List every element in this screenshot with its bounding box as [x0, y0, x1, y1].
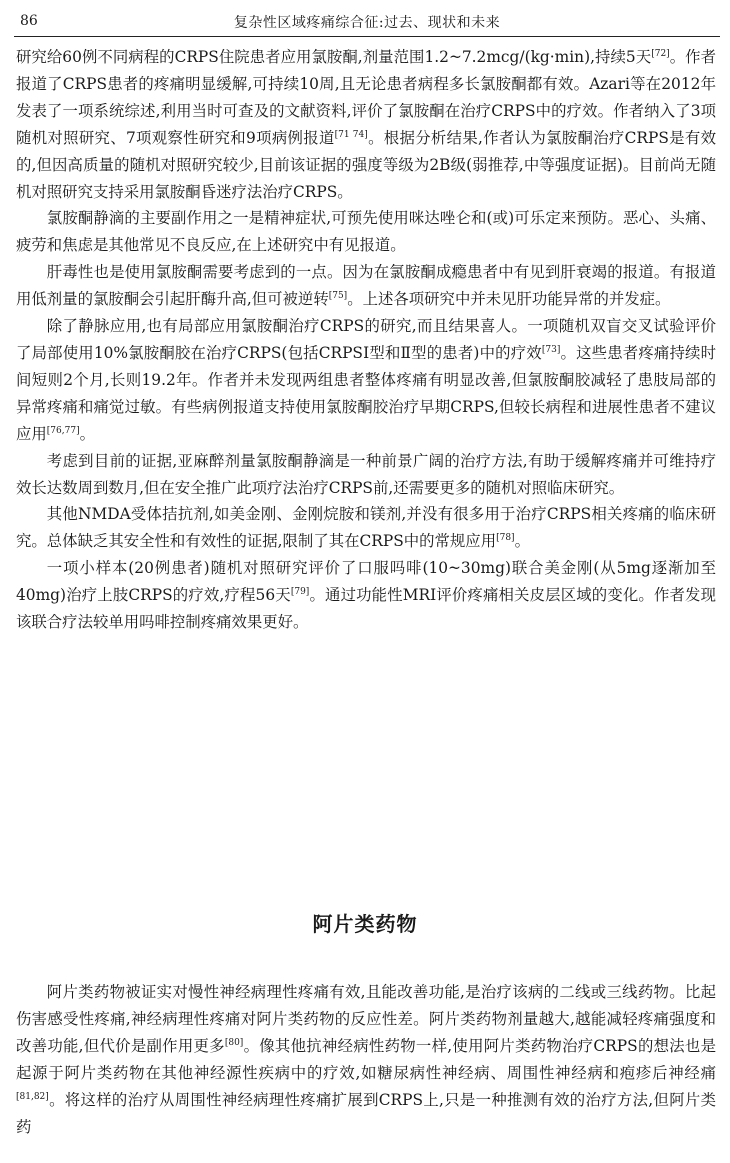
paragraph	[16, 448, 716, 502]
paragraph	[16, 313, 716, 448]
citation: [76,77]	[46, 425, 80, 436]
text-run: 其他NMDA受体拮抗剂,如美金刚、金刚烷胺和镁剂,并没有很多用于治疗CRPS相关疼痛的临床研究。总体缺乏其安全性和有效性的证据,限制了其在CRPS中的常规应用	[16, 505, 716, 551]
page-header	[14, 6, 720, 37]
citation: [72]	[651, 49, 670, 59]
main-text	[16, 44, 716, 636]
section-text	[16, 979, 716, 1140]
citation: [78]	[496, 533, 515, 544]
text-run: 。根据分析结果,作者认为氯胺酮治疗CRPS是有效的,但因高质量的随机对照研究较少,目前该证据的强度等级为2B级(弱推荐,中等强度证据)。目前尚无随机对照研究支持采用氯胺酮昏迷疗法治疗CRPS。	[16, 128, 716, 201]
text-run: 肝毒性也是使用氯胺酮需要考虑到的一点。因为在氯胺酮成瘾患者中有见到肝衰竭的报道。有报道用低剂量的氯胺酮会引起肝酶升高,但可被逆转	[16, 263, 716, 309]
citation: [71 74]	[334, 129, 368, 140]
citation: [80]	[224, 1037, 244, 1048]
paragraph	[16, 501, 716, 555]
text-run: 氯胺酮静滴的主要副作用之一是精神症状,可预先使用咪达唑仑和(或)可乐定来预防。恶心、头痛、疲劳和焦虑是其他常见不良反应,在上述研究中有见报道。	[16, 209, 716, 255]
text-run: 阿片类药物被证实对慢性神经病理性疼痛有效,且能改善功能,是治疗该病的二线或三线药物。比起伤害感受性疼痛,神经病理性疼痛对阿片类药物的反应性差。阿片类药物剂量越大,越能减轻疼痛强度和改善功能,但代价是副作用更多	[16, 983, 716, 1055]
text-run: 。	[514, 532, 530, 551]
text-run: 一项小样本(20例患者)随机对照研究评价了口服吗啡(10~30mg)联合美金刚(从5mg逐渐加至40mg)治疗上肢CRPS的疗效,疗程56天	[16, 559, 716, 605]
text-run: 。像其他抗神经病性药物一样,使用阿片类药物治疗CRPS的想法也是起源于阿片类药物在其他神经源性疾病中的疗效,如糖尿病性神经病、周围性神经病和疱疹后神经痛	[16, 1036, 716, 1082]
paragraph	[16, 205, 716, 259]
text-run: 除了静脉应用,也有局部应用氯胺酮治疗CRPS的研究,而且结果喜人。一项随机双盲交叉试验评价了局部使用10%氯胺酮胶在治疗CRPS(包括CRPSⅠ型和Ⅱ型的患者)中的疗效	[16, 317, 716, 362]
section-heading: 阿片类药物	[312, 912, 418, 936]
text-run: 研究给60例不同病程的CRPS住院患者应用氯胺酮,剂量范围1.2~7.2mcg/(kg·min),持续5天	[16, 48, 652, 66]
page-number: 86	[20, 13, 38, 29]
text-run: 。通过功能性MRI评价疼痛相关皮层区域的变化。作者发现该联合疗法较单用吗啡控制疼痛效果更好。	[16, 586, 716, 632]
citation: [81,82]	[16, 1091, 49, 1102]
paragraph	[16, 44, 716, 205]
text-run: 。	[79, 424, 95, 443]
text-run: 。这些患者疼痛持续时间短则2个月,长则19.2年。作者并未发现两组患者整体疼痛有明显改善,但氯胺酮胶减轻了患肢局部的异常疼痛和痛觉过敏。有些病例报道支持使用氯胺酮胶治疗早期CRPS,但较长病程和进展性患者不建议应用	[16, 343, 716, 443]
citation: [79]	[290, 587, 310, 598]
paragraph	[16, 259, 716, 313]
paragraph	[16, 979, 716, 1140]
citation: [75]	[328, 291, 348, 302]
citation: [73]	[541, 344, 561, 355]
text-run: 。将这样的治疗从周围性神经病理性疼痛扩展到CRPS上,只是一种推测有效的治疗方法,但阿片类药	[16, 1090, 716, 1136]
text-run: 考虑到目前的证据,亚麻醉剂量氯胺酮静滴是一种前景广阔的治疗方法,有助于缓解疼痛并可维持疗效长达数周到数月,但在安全推广此项疗法治疗CRPS前,还需要更多的随机对照临床研究。	[16, 451, 716, 497]
text-run: 。上述各项研究中并未见肝功能异常的并发症。	[347, 290, 671, 309]
text-run: 。作者报道了CRPS患者的疼痛明显缓解,可持续10周,且无论患者病程多长氯胺酮都有效。Azari等在2012年发表了一项系统综述,利用当时可查及的文献资料,评价了氯胺酮在治疗CRPS中的疗效。作者纳入了3项随机对照研究、7项观察性研究和9项病例报道	[16, 48, 716, 147]
running-title: 复杂性区域疼痛综合征:过去、现状和未来	[233, 15, 501, 31]
paragraph	[16, 555, 716, 636]
